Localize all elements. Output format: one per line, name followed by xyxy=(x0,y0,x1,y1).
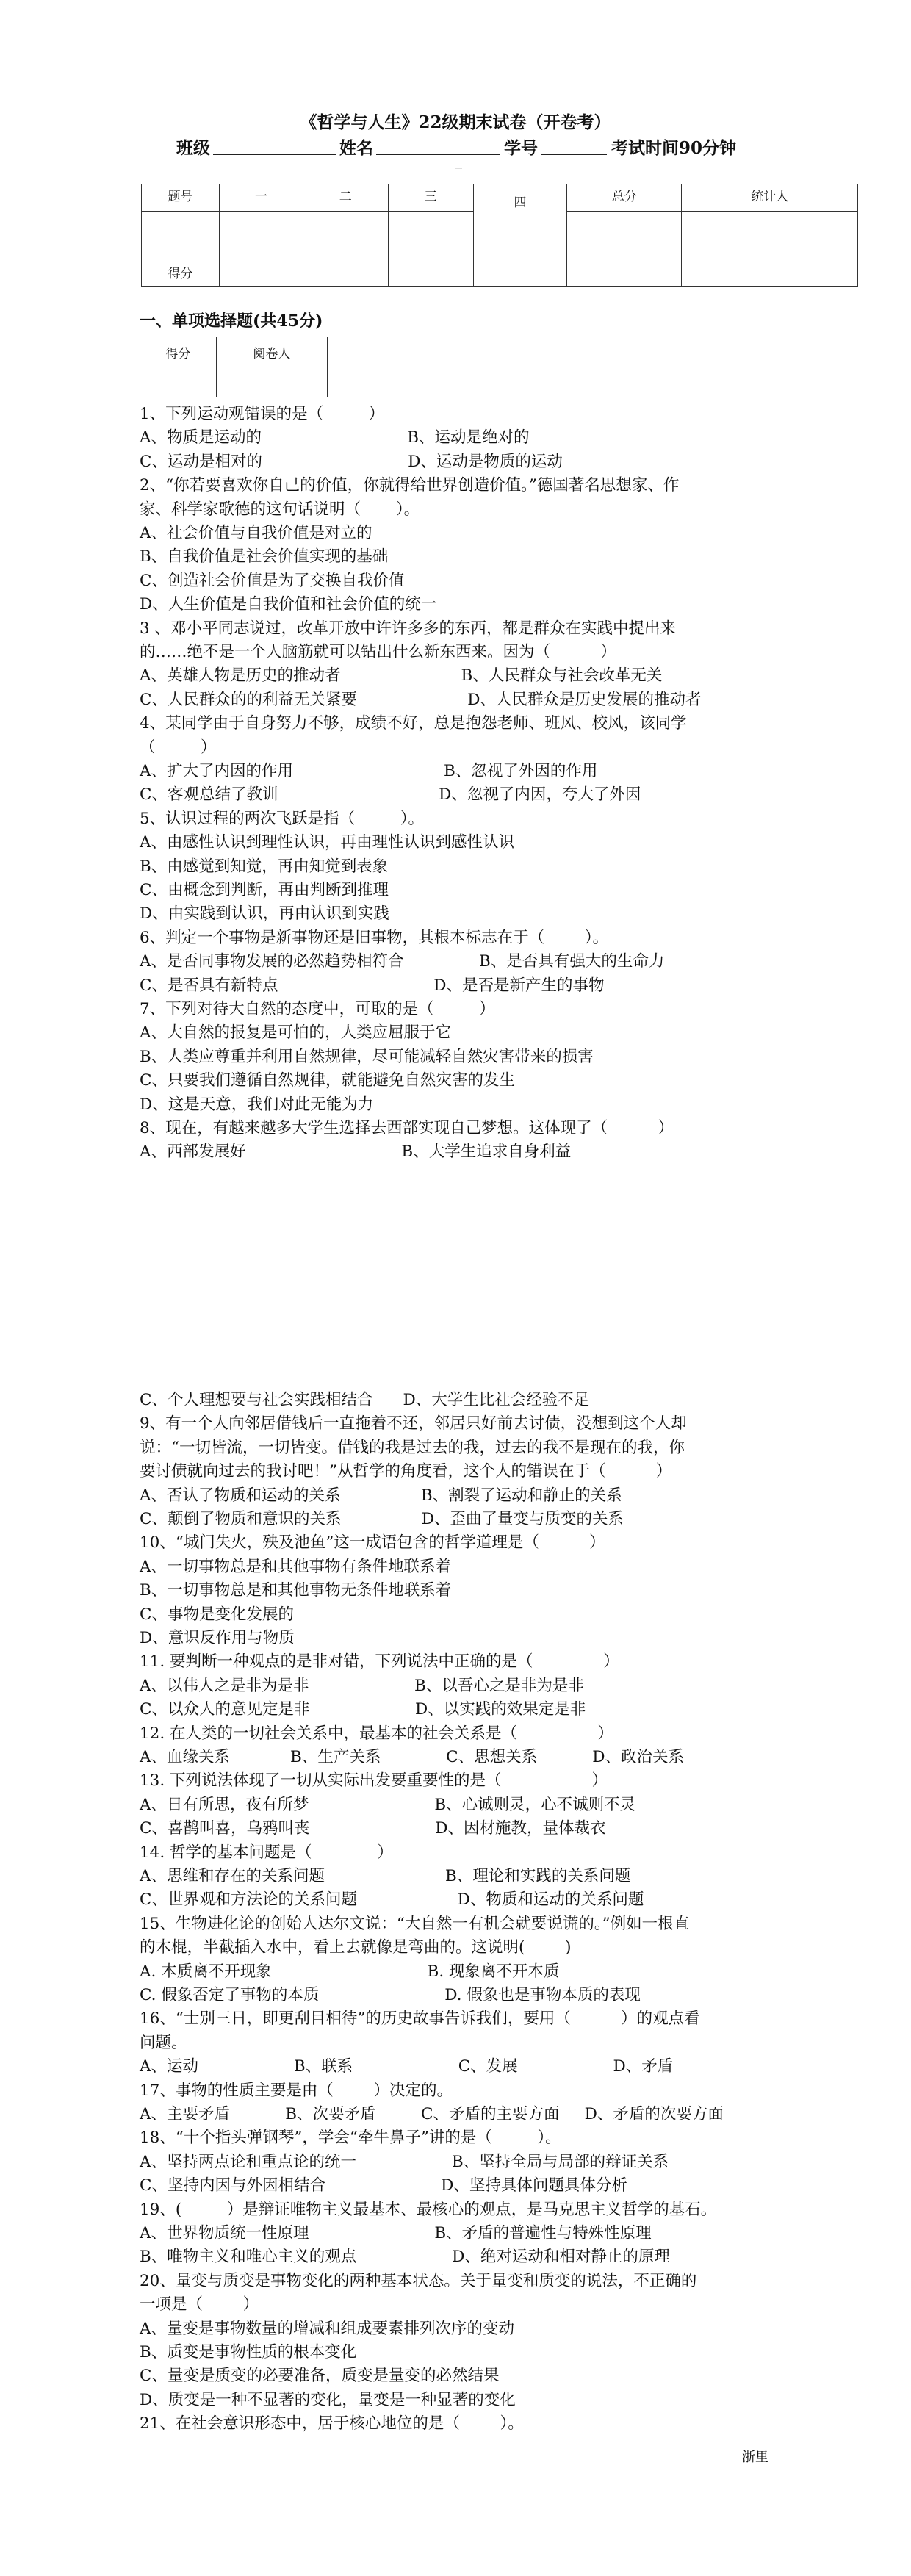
question-line: A、社会价值与自我价值是对立的 xyxy=(140,524,372,542)
question-line: C、坚持内因与外因相结合 D、坚持具体问题具体分析 xyxy=(140,2176,627,2195)
question-line: 一项是（ ） xyxy=(140,2295,259,2314)
grader-header-cell: 得分 xyxy=(140,337,217,367)
question-line: （ ） xyxy=(140,738,217,757)
score-cell xyxy=(682,212,858,287)
question-line: C、喜鹊叫喜，乌鸦叫丧 D、因材施教，量体裁衣 xyxy=(140,1819,606,1838)
name-label: 姓名 xyxy=(339,138,373,158)
question-line: C、客观总结了教训 D、忽视了内因，夸大了外因 xyxy=(140,785,641,805)
question-line: 的……绝不是一个人脑筋就可以钻出什么新东西来。因为（ ） xyxy=(140,643,616,661)
question-line: A、英雄人物是历史的推动者 B、人民群众与社会改革无关 xyxy=(140,666,663,686)
name-blank xyxy=(376,154,500,155)
score-cell xyxy=(388,212,473,287)
question-line: 13. 下列说法体现了一切从实际出发要重要性的是（ ） xyxy=(140,1771,608,1791)
student-info-line xyxy=(176,134,779,169)
question-line: B、由感觉到知觉，再由知觉到表象 xyxy=(140,857,389,876)
score-table xyxy=(141,184,858,287)
question-line: 9、有一个人向邻居借钱后一直拖着不还，邻居只好前去讨债，没想到这个人却 xyxy=(140,1414,687,1433)
question-line: 17、事物的性质主要是由（ ）决定的。 xyxy=(140,2081,453,2100)
question-line: A、世界物质统一性原理 B、矛盾的普遍性与特殊性原理 xyxy=(140,2224,652,2242)
score-cell xyxy=(219,212,303,287)
question-line: A、日有所思，夜有所梦 B、心诚则灵，心不诚则不灵 xyxy=(140,1795,636,1814)
question-line: C、是否具有新特点 D、是否是新产生的事物 xyxy=(140,976,605,995)
question-line: C、个人理想要与社会实践相结合 D、大学生比社会经验不足 xyxy=(140,1391,590,1409)
question-line: D、人生价值是自我价值和社会价值的统一 xyxy=(140,595,437,614)
id-blank xyxy=(541,154,607,155)
question-line: 21、在社会意识形态中，居于核心地位的是（ ）。 xyxy=(140,2414,524,2433)
grader-header-cell: 阅卷人 xyxy=(216,337,327,367)
question-line: 5、认识过程的两次飞跃是指（ ）。 xyxy=(140,809,424,828)
question-line: C、运动是相对的 D、运动是物质的运动 xyxy=(140,452,563,471)
question-line: 1、下列运动观错误的是（ ） xyxy=(140,405,385,423)
grader-cell xyxy=(216,367,327,397)
question-line: A、思维和存在的关系问题 B、理论和实践的关系问题 xyxy=(140,1867,631,1885)
question-line: B、唯物主义和唯心主义的观点 D、绝对运动和相对静止的原理 xyxy=(140,2248,670,2267)
question-line: B、自我价值是社会价值实现的基础 xyxy=(140,547,389,566)
question-line: A、否认了物质和运动的关系 B、割裂了运动和静止的关系 xyxy=(140,1486,622,1505)
question-line: A、西部发展好 B、大学生追求自身利益 xyxy=(140,1143,572,1162)
class-label: 班级 xyxy=(176,138,210,158)
question-line: 16、“士别三日，即更刮目相待”的历史故事告诉我们，要用（ ）的观点看 xyxy=(140,2010,700,2029)
question-line: A、是否同事物发展的必然趋势相符合 B、是否具有强大的生命力 xyxy=(140,952,665,971)
question-line: B、人类应尊重并利用自然规律，尽可能减轻自然灾害带来的损害 xyxy=(140,1047,594,1066)
score-header-cell: 一 xyxy=(219,184,303,212)
score-cell xyxy=(567,212,682,287)
question-line: C、事物是变化发展的 xyxy=(140,1605,294,1624)
question-line: A、量变是事物数量的增减和组成要素排列次序的变动 xyxy=(140,2319,515,2338)
question-line: 6、判定一个事物是新事物还是旧事物，其根本标志在于（ ）。 xyxy=(140,928,609,947)
score-table-header-row xyxy=(142,184,858,212)
question-line: A、坚持两点论和重点论的统一 B、坚持全局与局部的辩证关系 xyxy=(140,2152,669,2171)
question-line: A、血缘关系 B、生产关系 C、思想关系 D、政治关系 xyxy=(140,1748,685,1766)
time-label: 考试时间90分钟 xyxy=(611,138,737,158)
question-line: 3 、邓小平同志说过，改革开放中许许多多的东西，都是群众在实践中提出来 xyxy=(140,619,677,638)
question-line: 的木棍，半截插入水中，看上去就像是弯曲的。这说明( ) xyxy=(140,1938,572,1957)
question-line: 要讨债就向过去的我讨吧！”从哲学的角度看，这个人的错误在于（ ） xyxy=(140,1462,672,1481)
question-line: 2、“你若要喜欢你自己的价值，你就得给世界创造价值。”德国著名思想家、作 xyxy=(140,476,680,495)
class-blank xyxy=(213,154,336,155)
question-line: C、量变是质变的必要准备，质变是量变的必然结果 xyxy=(140,2367,500,2386)
score-header-cell: 四 xyxy=(473,184,567,287)
score-header-cell: 统计人 xyxy=(682,184,858,212)
grader-cell xyxy=(140,367,217,397)
question-line: D、由实践到认识，再由认识到实践 xyxy=(140,904,389,924)
section-title: 一、单项选择题(共45分) xyxy=(140,312,323,331)
question-line: D、意识反作用与物质 xyxy=(140,1629,295,1647)
question-line: 问题。 xyxy=(140,2033,187,2052)
question-line: A、物质是运动的 B、运动是绝对的 xyxy=(140,428,530,447)
question-line: 10、“城门失火，殃及池鱼”这一成语包含的哲学道理是（ ） xyxy=(140,1533,605,1553)
question-line: A、扩大了内因的作用 B、忽视了外因的作用 xyxy=(140,762,598,780)
question-line: 11. 要判断一种观点的是非对错，下列说法中正确的是（ ） xyxy=(140,1652,619,1672)
question-line: A. 本质离不开现象 B. 现象离不开本质 xyxy=(140,1962,560,1981)
stray-dash: _ xyxy=(455,154,462,169)
question-line: C、只要我们遵循自然规律，就能避免自然灾害的发生 xyxy=(140,1071,515,1090)
score-header-cell: 题号 xyxy=(142,184,220,212)
question-line: 说：“一切皆流，一切皆变。借钱的我是过去的我，过去的我不是现在的我，你 xyxy=(140,1438,685,1457)
question-line: A、一切事物总是和其他事物有条件地联系着 xyxy=(140,1557,452,1576)
question-line: 7、下列对待大自然的态度中，可取的是（ ） xyxy=(140,1000,495,1018)
question-line: C、颠倒了物质和意识的关系 D、歪曲了量变与质变的关系 xyxy=(140,1510,624,1528)
score-cell xyxy=(303,212,388,287)
question-line: A、大自然的报复是可怕的，人类应屈服于它 xyxy=(140,1023,452,1043)
question-line: 14. 哲学的基本问题是（ ） xyxy=(140,1843,393,1862)
question-line: C、世界观和方法论的关系问题 D、物质和运动的关系问题 xyxy=(140,1890,644,1910)
question-line: 12. 在人类的一切社会关系中，最基本的社会关系是（ ） xyxy=(140,1724,613,1743)
question-line: C、人民群众的的利益无关紧要 D、人民群众是历史发展的推动者 xyxy=(140,690,702,709)
question-line: C. 假象否定了事物的本质 D. 假象也是事物本质的表现 xyxy=(140,1986,641,2004)
grader-table xyxy=(140,337,328,397)
question-line: B、质变是事物性质的根本变化 xyxy=(140,2343,357,2361)
score-row-label: 得分 xyxy=(142,212,220,287)
question-line: D、这是天意，我们对此无能为力 xyxy=(140,1095,374,1114)
id-label: 学号 xyxy=(504,138,538,158)
question-line: A、主要矛盾 B、次要矛盾 C、矛盾的主要方面 D、矛盾的次要方面 xyxy=(140,2105,724,2123)
question-line: 15、生物进化论的创始人达尔文说：“大自然一有机会就要说谎的。”例如一根直 xyxy=(140,1914,690,1933)
question-line: 20、量变与质变是事物变化的两种基本状态。关于量变和质变的说法，不正确的 xyxy=(140,2271,697,2290)
question-line: C、创造社会价值是为了交换自我价值 xyxy=(140,571,405,590)
question-line: A、以伟人之是非为是非 B、以吾心之是非为是非 xyxy=(140,1676,584,1695)
question-line: A、由感性认识到理性认识，再由理性认识到感性认识 xyxy=(140,833,515,852)
score-header-cell: 三 xyxy=(388,184,473,212)
question-line: 19、( ）是辩证唯物主义最基本、最核心的观点，是马克思主义哲学的基石。 xyxy=(140,2200,717,2219)
question-line: B、一切事物总是和其他事物无条件地联系着 xyxy=(140,1581,452,1600)
question-line: 4、某同学由于自身努力不够，成绩不好，总是抱怨老师、班风、校风，该同学 xyxy=(140,714,687,733)
question-line: 家、科学家歌德的这句话说明（ ）。 xyxy=(140,500,420,519)
question-line: C、由概念到判断，再由判断到推理 xyxy=(140,881,389,899)
question-line: 8、现在，有越来越多大学生选择去西部实现自己梦想。这体现了（ ） xyxy=(140,1119,674,1137)
page-footer: 浙里 xyxy=(742,2450,768,2465)
question-line: C、以众人的意见定是非 D、以实践的效果定是非 xyxy=(140,1700,586,1719)
score-header-cell: 总分 xyxy=(567,184,682,212)
question-line: 18、“十个指头弹钢琴”，学会“牵牛鼻子”讲的是（ ）。 xyxy=(140,2129,561,2148)
exam-title: 《哲学与人生》22级期末试卷（开卷考） xyxy=(300,112,611,132)
score-header-cell: 二 xyxy=(303,184,388,212)
question-line: A、运动 B、联系 C、发展 D、矛盾 xyxy=(140,2057,674,2076)
question-line: D、质变是一种不显著的变化，量变是一种显著的变化 xyxy=(140,2390,516,2409)
